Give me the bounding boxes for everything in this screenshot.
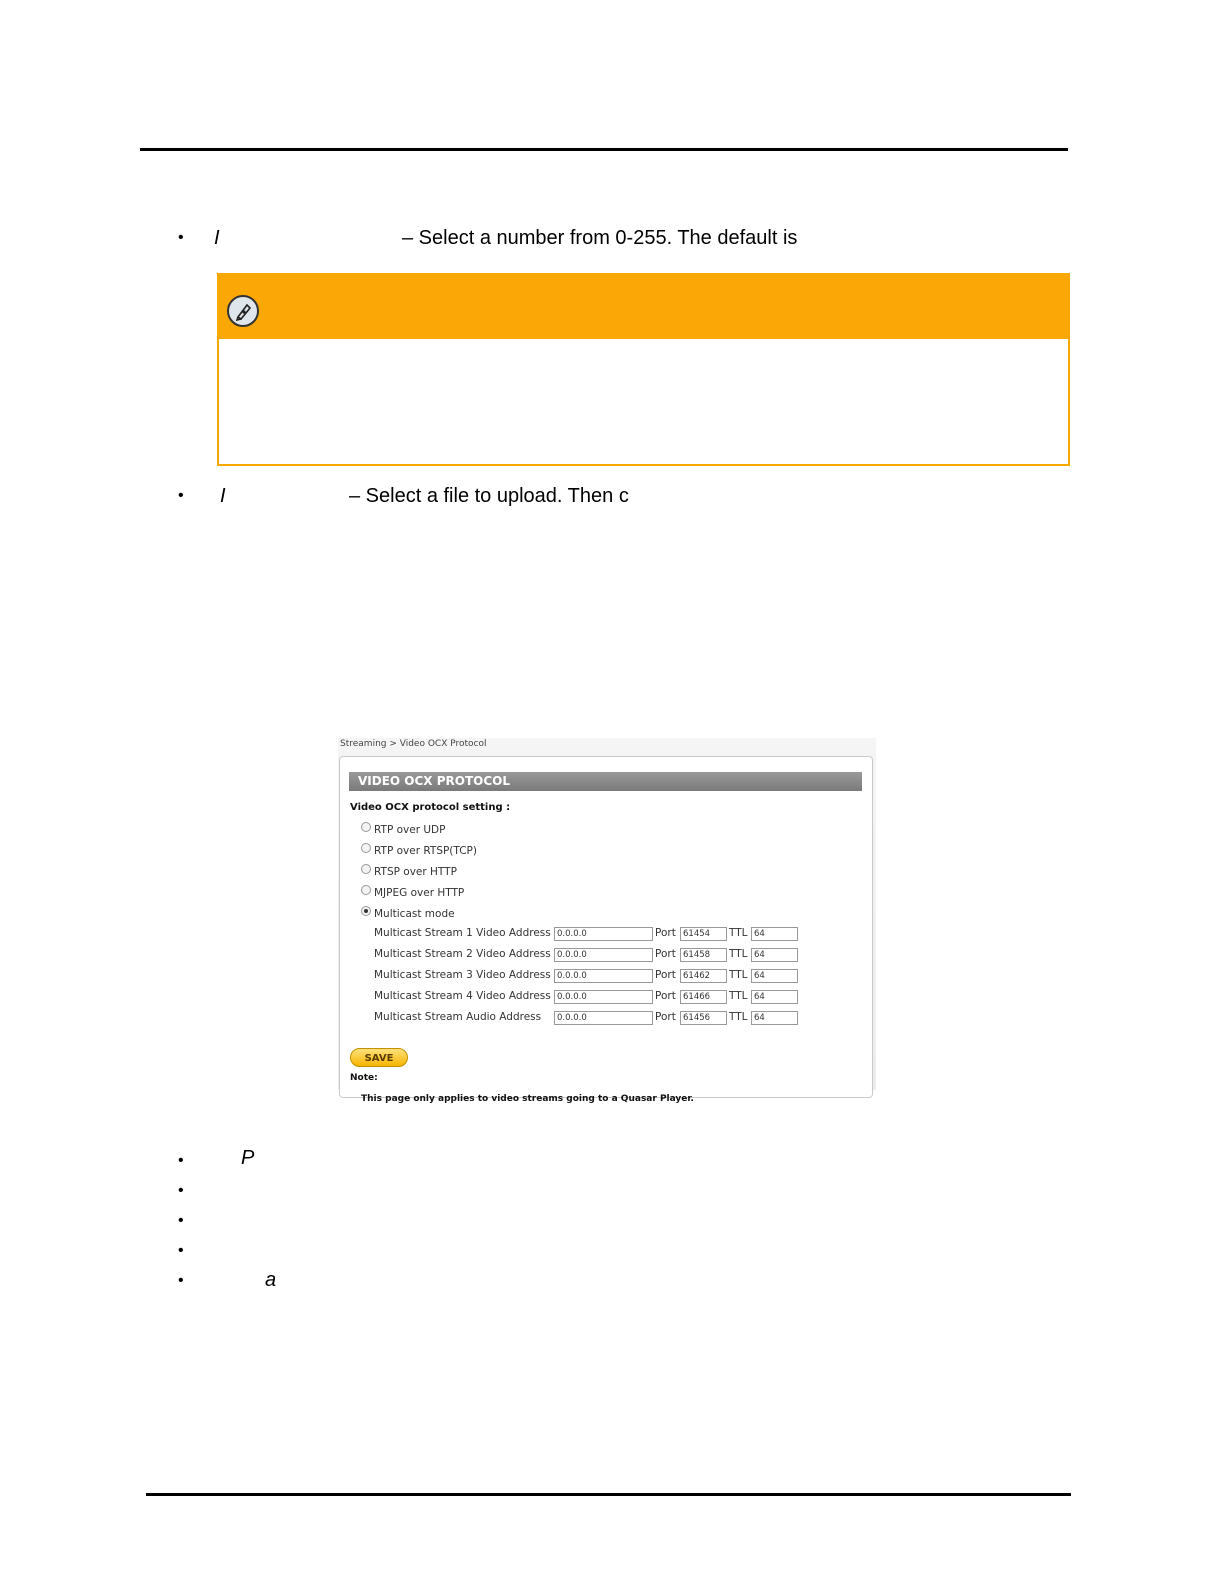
option-mjpeg-http[interactable] [361,885,464,899]
setting-label: Video OCX protocol setting : [350,802,511,813]
option-multicast[interactable] [361,906,455,920]
multicast-row-1 [340,927,872,941]
video-ocx-screenshot [338,738,876,1104]
address-input[interactable] [554,1011,653,1025]
multicast-row-2 [340,948,872,962]
port-label: Port [655,969,676,981]
ttl-label: TTL [729,948,748,960]
note-box [217,273,1070,466]
header-rule [140,148,1068,151]
ttl-label: TTL [729,927,748,939]
option-label: RTP over UDP [374,824,446,836]
ttl-input[interactable] [751,927,798,941]
ttl-input[interactable] [751,1011,798,1025]
bullet-description: – Select a number from 0-255. The default is [402,227,798,249]
ttl-label: TTL [729,1011,748,1023]
bullet-ttl [178,226,1078,250]
footer-rule [146,1493,1071,1496]
ttl-label: TTL [729,990,748,1002]
ttl-input[interactable] [751,948,798,962]
option-rtp-rtsp[interactable] [361,843,477,857]
list-marker-3: • [178,1212,184,1229]
bullet-description: – Select a file to upload. Then c [349,485,629,507]
option-rtp-udp[interactable] [361,822,445,836]
port-input[interactable] [680,948,727,962]
radio-icon[interactable] [361,822,371,832]
protocol-panel [339,756,873,1104]
bullet-marker: • [178,229,184,246]
note-label: Note: [350,1073,378,1083]
port-label: Port [655,948,676,960]
bullet-term: I [220,485,226,507]
address-input[interactable] [554,969,653,983]
radio-icon[interactable] [361,864,371,874]
bullet-term: I [214,227,220,249]
port-input[interactable] [680,969,727,983]
port-input[interactable] [680,1011,727,1025]
ttl-label: TTL [729,969,748,981]
port-label: Port [655,927,676,939]
multicast-label: Multicast Stream 2 Video Address [374,948,551,960]
multicast-label: Multicast Stream 1 Video Address [374,927,551,939]
ttl-input[interactable] [751,969,798,983]
ttl-input[interactable] [751,990,798,1004]
note-header [219,275,1068,339]
address-input[interactable] [554,948,653,962]
option-label: Multicast mode [374,908,455,920]
radio-icon[interactable] [361,843,371,853]
note-text: This page only applies to video streams going to a Quasar Player. [361,1094,694,1104]
list-marker-1: • [178,1152,184,1169]
address-input[interactable] [554,927,653,941]
bullet-marker: • [178,487,184,504]
panel-title: VIDEO OCX PROTOCOL [349,772,862,791]
option-label: RTSP over HTTP [374,866,457,878]
list-term-1: P [241,1147,255,1169]
port-label: Port [655,1011,676,1023]
multicast-label: Multicast Stream 3 Video Address [374,969,551,981]
list-marker-4: • [178,1242,184,1259]
save-button[interactable]: SAVE [350,1048,408,1067]
option-label: MJPEG over HTTP [374,887,465,899]
multicast-label: Multicast Stream Audio Address [374,1011,542,1023]
multicast-row-audio [340,1011,872,1025]
port-label: Port [655,990,676,1002]
multicast-row-3 [340,969,872,983]
pen-note-icon [227,295,259,327]
address-input[interactable] [554,990,653,1004]
option-label: RTP over RTSP(TCP) [374,845,477,857]
list-marker-2: • [178,1182,184,1199]
multicast-label: Multicast Stream 4 Video Address [374,990,551,1002]
bullet-upload [178,484,1078,508]
radio-icon[interactable] [361,885,371,895]
option-rtsp-http[interactable] [361,864,457,878]
multicast-row-4 [340,990,872,1004]
port-input[interactable] [680,990,727,1004]
list-marker-5: • [178,1272,184,1289]
radio-selected-icon[interactable] [361,906,371,916]
breadcrumb[interactable]: Streaming > Video OCX Protocol [340,739,487,749]
list-term-5: a [265,1269,277,1291]
port-input[interactable] [680,927,727,941]
